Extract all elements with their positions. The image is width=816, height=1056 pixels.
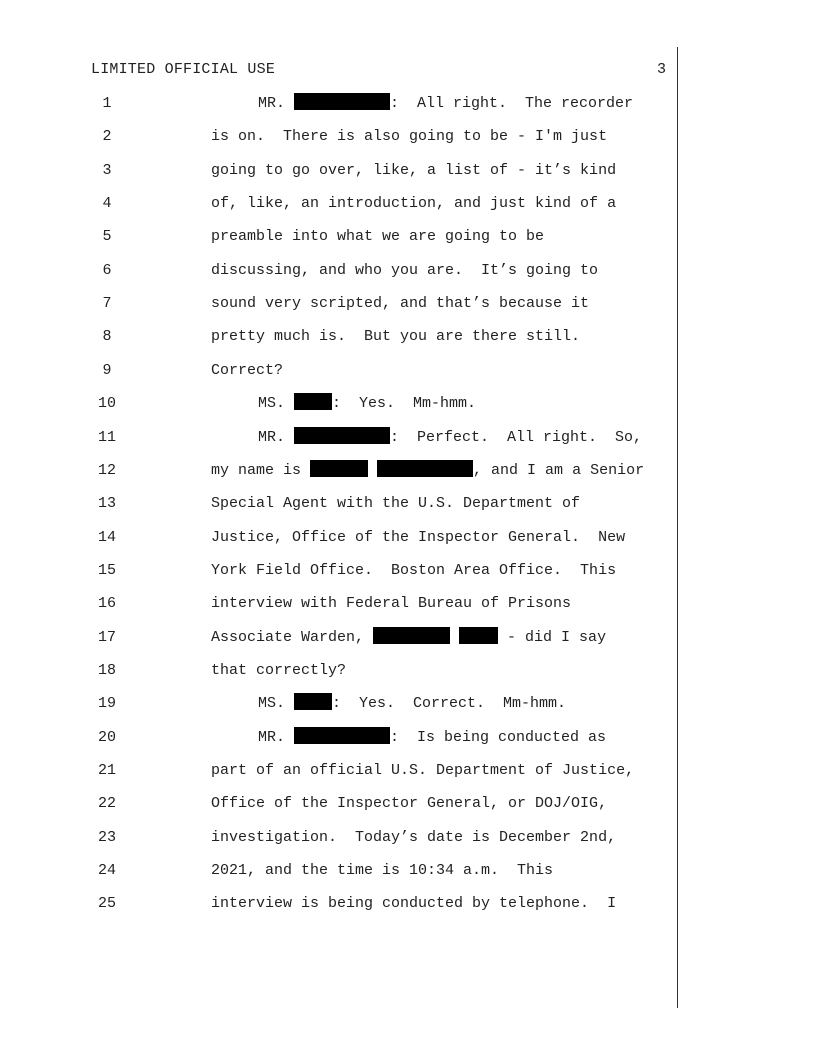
line-text	[211, 260, 598, 282]
line-number: 1	[102, 95, 112, 112]
line-text	[211, 627, 606, 649]
text-segment	[450, 629, 459, 646]
text-segment: that correctly?	[211, 662, 347, 679]
text-segment: preamble into what we are going to be	[211, 228, 545, 245]
line-number: 5	[102, 228, 112, 245]
line-number: 9	[102, 362, 112, 379]
transcript-line	[0, 827, 676, 849]
text-segment: interview with Federal Bureau of Prisons	[211, 595, 572, 612]
redaction-box	[294, 727, 390, 744]
line-text	[211, 593, 571, 615]
text-segment: , and I am a Senior	[473, 462, 645, 479]
text-segment: MS.	[258, 395, 295, 412]
redaction-box	[310, 460, 368, 477]
line-number: 13	[97, 495, 116, 512]
text-segment: : Is being conducted as	[390, 729, 607, 746]
text-segment: : All right. The recorder	[390, 95, 634, 112]
transcript-line	[0, 126, 676, 148]
line-number: 21	[97, 762, 116, 779]
text-segment: MR.	[258, 429, 295, 446]
text-segment: York Field Office. Boston Area Office. This	[211, 562, 617, 579]
transcript-line	[0, 360, 676, 382]
line-text	[211, 860, 553, 882]
line-text	[211, 827, 616, 849]
transcript-line	[0, 660, 676, 682]
line-text	[211, 560, 616, 582]
transcript-line	[0, 560, 676, 582]
text-segment: Associate Warden,	[211, 629, 374, 646]
transcript-line	[0, 693, 676, 715]
line-text	[211, 527, 625, 549]
transcript-line	[0, 93, 676, 115]
text-segment: discussing, and who you are. It’s going to	[211, 262, 599, 279]
transcript-line	[0, 760, 676, 782]
text-segment: investigation. Today’s date is December 2nd,	[211, 829, 617, 846]
line-text	[211, 160, 616, 182]
text-segment: interview is being conducted by telephone. I	[211, 895, 617, 912]
redaction-box	[294, 93, 390, 110]
text-segment: sound very scripted, and that’s because it	[211, 295, 590, 312]
text-segment: MS.	[258, 695, 295, 712]
redaction-box	[459, 627, 498, 644]
text-segment: going to go over, like, a list of - it’s kind	[211, 162, 617, 179]
redaction-box	[294, 393, 332, 410]
line-number: 18	[97, 662, 116, 679]
text-segment: Correct?	[211, 362, 284, 379]
line-number: 14	[97, 529, 116, 546]
line-number: 20	[97, 729, 116, 746]
line-text	[211, 126, 607, 148]
line-text	[211, 460, 644, 482]
line-text	[258, 727, 606, 749]
transcript-line	[0, 460, 676, 482]
text-segment	[368, 462, 377, 479]
line-number: 6	[102, 262, 112, 279]
line-number: 3	[102, 162, 112, 179]
page-number: 3	[657, 61, 667, 78]
transcript-line	[0, 293, 676, 315]
line-number: 2	[102, 128, 112, 145]
line-text	[258, 393, 476, 415]
text-segment: is on. There is also going to be - I'm just	[211, 128, 608, 145]
line-text	[211, 893, 616, 915]
line-text	[211, 793, 607, 815]
line-text	[211, 226, 544, 248]
line-number: 17	[97, 629, 116, 646]
line-number: 8	[102, 328, 112, 345]
redaction-box	[373, 627, 450, 644]
text-segment: my name is	[211, 462, 311, 479]
line-number: 4	[102, 195, 112, 212]
line-number: 24	[97, 862, 116, 879]
line-text	[211, 193, 616, 215]
text-segment: of, like, an introduction, and just kind of a	[211, 195, 617, 212]
line-text	[258, 693, 566, 715]
line-number: 16	[97, 595, 116, 612]
line-text	[211, 360, 283, 382]
text-segment: Office of the Inspector General, or DOJ/OIG,	[211, 795, 608, 812]
text-segment: - did I say	[498, 629, 607, 646]
transcript-line	[0, 527, 676, 549]
line-number: 19	[97, 695, 116, 712]
transcript-line	[0, 326, 676, 348]
line-number: 15	[97, 562, 116, 579]
transcript-line	[0, 393, 676, 415]
line-number: 11	[97, 429, 116, 446]
line-text	[258, 93, 633, 115]
line-number: 12	[97, 462, 116, 479]
line-text	[211, 493, 580, 515]
text-segment: 2021, and the time is 10:34 a.m. This	[211, 862, 554, 879]
text-segment: MR.	[258, 95, 295, 112]
redaction-box	[294, 693, 332, 710]
transcript-line	[0, 427, 676, 449]
classification-header: LIMITED OFFICIAL USE	[91, 61, 276, 78]
transcript-line	[0, 160, 676, 182]
text-segment: part of an official U.S. Department of Justice,	[211, 762, 635, 779]
text-segment: MR.	[258, 729, 295, 746]
transcript-line	[0, 893, 676, 915]
line-text	[211, 660, 346, 682]
line-text	[211, 760, 634, 782]
line-text	[258, 427, 642, 449]
redaction-box	[294, 427, 390, 444]
line-number: 7	[102, 295, 112, 312]
text-segment: : Perfect. All right. So,	[390, 429, 643, 446]
text-segment: Justice, Office of the Inspector General. New	[211, 529, 626, 546]
transcript-line	[0, 627, 676, 649]
transcript-line	[0, 793, 676, 815]
redaction-box	[377, 460, 473, 477]
text-segment: Special Agent with the U.S. Department of	[211, 495, 581, 512]
transcript-line	[0, 727, 676, 749]
text-segment: : Yes. Correct. Mm-hmm.	[332, 695, 567, 712]
line-text	[211, 326, 580, 348]
transcript-line	[0, 593, 676, 615]
line-number: 23	[97, 829, 116, 846]
text-segment: : Yes. Mm-hmm.	[332, 395, 477, 412]
line-text	[211, 293, 589, 315]
line-number: 22	[97, 795, 116, 812]
transcript-line	[0, 493, 676, 515]
transcript-line	[0, 193, 676, 215]
line-number: 10	[97, 395, 116, 412]
transcript-line	[0, 226, 676, 248]
text-segment: pretty much is. But you are there still.	[211, 328, 581, 345]
line-number: 25	[97, 895, 116, 912]
transcript-line	[0, 260, 676, 282]
transcript-line	[0, 860, 676, 882]
